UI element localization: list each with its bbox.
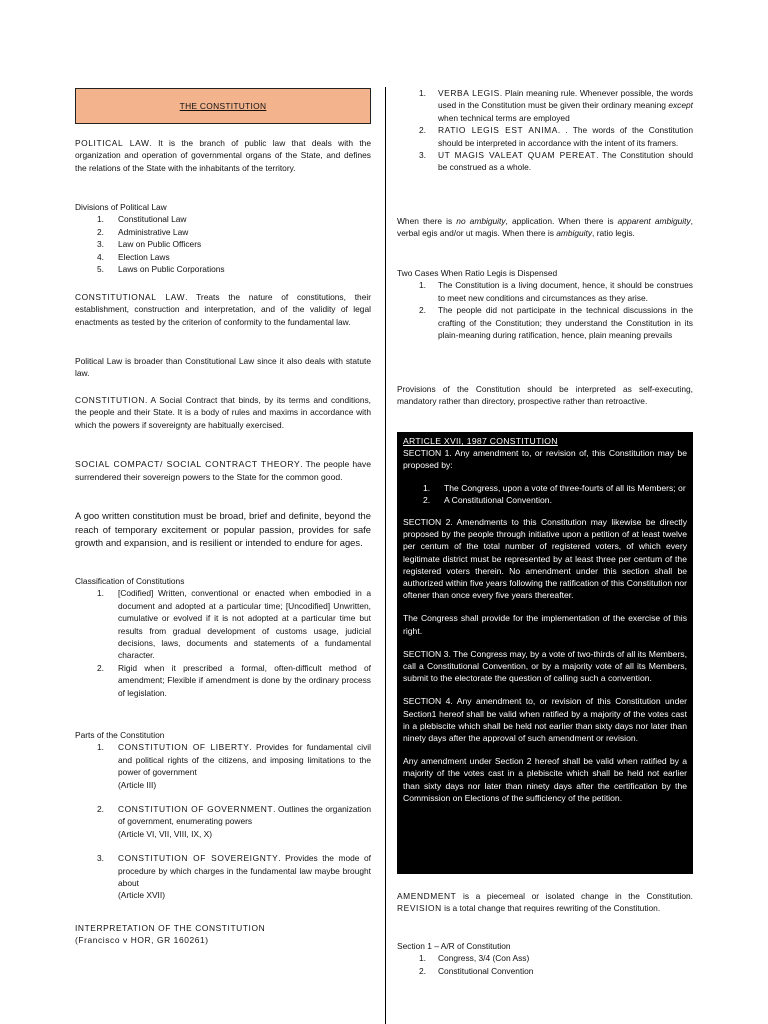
section-1-item bbox=[403, 482, 687, 494]
constitution-paragraph bbox=[75, 394, 371, 431]
section-1-item-text: A Constitutional Convention. bbox=[444, 494, 552, 505]
constitution-part-item-text: . Outlines the organization of government, enumerating powers bbox=[118, 804, 371, 827]
amendment-paragraph bbox=[397, 890, 693, 915]
constitutional-law-term: CONSTITUTIONAL LAW bbox=[75, 292, 186, 302]
section-4-text: SECTION 4. Any amendment to, or revision of this Constitution under Section1 hereof shall be valid when ratified by a majority of the votes cast in a plebiscite which shall be held not earlier than sixty days nor later than ninety days after the approval of such amendment or revision. bbox=[403, 696, 687, 744]
interpretation-rule-item bbox=[397, 124, 693, 149]
section1-heading: Section 1 – A/R of Constitution bbox=[397, 941, 511, 951]
ratio-legis-case-item-text: The Constitution is a living document, hence, it should be construes to meet new conditions and circumstances as they arise. bbox=[438, 280, 693, 303]
page-title: THE CONSTITUTION bbox=[179, 100, 267, 111]
division-item-number: 5. bbox=[97, 264, 104, 275]
ambiguity-text-a: When there is bbox=[397, 216, 457, 226]
interpretation-rule-item bbox=[397, 87, 693, 124]
amendment-method-item bbox=[397, 965, 693, 977]
revision-text: is a total change that requires rewriting of the Constitution. bbox=[441, 903, 661, 914]
ambiguity-text-d: apparent ambiguity bbox=[617, 216, 691, 226]
section-4b-text: Any amendment under Section 2 hereof shall be valid when ratified by a majority of the votes cast in a plebiscite which shall be held not earlier than sixty days nor later than ninety days after the certification by the Commission on Elections of the sufficiency of the petition. bbox=[403, 756, 687, 803]
constitution-term: CONSTITUTION bbox=[75, 395, 146, 405]
classification-item bbox=[75, 587, 371, 661]
interpretation-rule-item-number: 2. bbox=[419, 125, 426, 136]
constitution-part-item-term: CONSTITUTION OF LIBERTY bbox=[118, 742, 250, 753]
divisions-heading: Divisions of Political Law bbox=[75, 202, 167, 212]
constitution-part-item-reference: (Article VI, VII, VIII, IX, X) bbox=[118, 828, 213, 839]
division-item-text: Constitutional Law bbox=[118, 214, 187, 225]
amendment-text: is a piecemeal or isolated change in the Constitution. bbox=[456, 891, 693, 901]
constitution-part-item-number: 1. bbox=[97, 742, 104, 753]
ambiguity-text-c: , application. When there is bbox=[505, 216, 618, 226]
constitution-part-item-term: CONSTITUTION OF SOVEREIGNTY bbox=[118, 853, 279, 864]
section-1-item bbox=[403, 494, 687, 506]
political-law-term: POLITICAL LAW bbox=[75, 138, 150, 148]
interpretation-rule-item-text: . Plain meaning rule. Whenever possible, the words used in the Constitution must be given their ordinary meaning bbox=[438, 88, 693, 111]
article-heading: ARTICLE XVII, 1987 CONSTITUTION bbox=[403, 436, 558, 446]
constitution-part-item-text: . Provides the mode of procedure by which charges in the fundamental law maybe brought about bbox=[118, 853, 371, 889]
parts-list bbox=[75, 741, 371, 901]
section1-block bbox=[397, 940, 693, 977]
column-divider bbox=[385, 87, 386, 1024]
ratio-legis-case-item-number: 2. bbox=[419, 305, 426, 316]
classification-item-text: [Codified] Written, conventional or enacted when embodied in a document and adopted at a particular time; [Uncodified] Unwritten, cumulative or evolved if it is not adopted at a particular time but results from gradual development of customs usage, judicial decisions, laws, documents and statements of a fundamental character. bbox=[118, 588, 371, 661]
classification-item-number: 1. bbox=[97, 588, 104, 599]
division-item bbox=[75, 263, 371, 275]
constitutional-law-text: . Treats the nature of constitutions, their establishment, construction and interpretation, and of the validity of legal enactments as tested by the criterion of conformity to the fundamental law. bbox=[75, 292, 371, 327]
provisions-paragraph: Provisions of the Constitution should be interpreted as self-executing, mandatory rather than directory, prospective rather than retroactive. bbox=[397, 384, 693, 407]
two-cases-heading: Two Cases When Ratio Legis is Dispensed bbox=[397, 268, 558, 278]
division-item-number: 4. bbox=[97, 251, 104, 262]
division-item-number: 1. bbox=[97, 214, 104, 225]
social-compact-text: . The people have surrendered their sovereign powers to the State for the common good. bbox=[75, 459, 371, 482]
ambiguity-text-g: , ratio legis. bbox=[592, 228, 635, 239]
ratio-legis-case-item bbox=[397, 279, 693, 304]
constitution-part-item-number: 2. bbox=[97, 804, 104, 815]
constitutional-law-paragraph bbox=[75, 291, 371, 328]
interpretation-heading: INTERPRETATION OF THE CONSTITUTION bbox=[75, 923, 266, 933]
parts-block bbox=[75, 729, 371, 902]
division-item bbox=[75, 238, 371, 250]
division-item-number: 3. bbox=[97, 239, 104, 250]
division-item-number: 2. bbox=[97, 226, 104, 237]
interpretation-rule-item-term: VERBA LEGIS bbox=[438, 88, 500, 98]
division-item bbox=[75, 226, 371, 238]
ratio-legis-case-item bbox=[397, 304, 693, 341]
ambiguity-paragraph bbox=[397, 215, 693, 240]
constitution-part-item bbox=[75, 741, 371, 791]
interpretation-rule-item-term: RATIO LEGIS EST ANIMA bbox=[438, 125, 558, 136]
section-1-item-number: 1. bbox=[423, 482, 431, 493]
amendment-method-item-text: Congress, 3/4 (Con Ass) bbox=[438, 953, 530, 964]
two-cases-block bbox=[397, 267, 693, 341]
division-item-text: Administrative Law bbox=[118, 226, 189, 237]
division-item bbox=[75, 213, 371, 225]
constitution-part-item-reference: (Article III) bbox=[118, 779, 157, 790]
ambiguity-text-b: no ambiguity bbox=[456, 216, 506, 226]
ratio-legis-case-item-number: 1. bbox=[419, 280, 426, 291]
revision-term: REVISION bbox=[397, 903, 442, 914]
constitution-part-item bbox=[75, 803, 371, 840]
ambiguity-text-e: , verbal egis and/or ut magis. When there is bbox=[397, 216, 693, 239]
constitution-part-item bbox=[75, 852, 371, 902]
section-1-text: SECTION 1. Any amendment to, or revision of, this Constitution may be proposed by: bbox=[403, 448, 687, 471]
amendment-method-item-text: Constitutional Convention bbox=[438, 965, 534, 976]
classification-list bbox=[75, 587, 371, 699]
section1-list bbox=[397, 952, 693, 977]
interpretation-rule-item-number: 1. bbox=[419, 88, 426, 98]
broader-paragraph: Political Law is broader than Constitutional Law since it also deals with statute law. bbox=[75, 356, 371, 379]
classification-item-text: Rigid when it prescribed a formal, often-difficult method of amendment; Flexible if amendment is done by the ordinary process of legislation. bbox=[118, 662, 371, 698]
division-item-text: Law on Public Officers bbox=[118, 239, 202, 250]
interpretation-rule-item-term: UT MAGIS VALEAT QUAM PEREAT bbox=[438, 150, 597, 161]
political-law-paragraph bbox=[75, 137, 371, 174]
interpretation-rule-item-text: . The Constitution should be construed as a whole. bbox=[438, 150, 693, 173]
interpretation-rule-item-text: . . The words of the Constitution should be interpreted in accordance with the intent of its framers. bbox=[438, 125, 693, 148]
interpretation-block bbox=[75, 922, 371, 947]
section-3-text: SECTION 3. The Congress may, by a vote of two-thirds of all its Members, call a Constitutional Convention, or by a majority vote of all its Members, submit to the electorate the question of calling such a convention. bbox=[403, 648, 687, 684]
division-item-text: Laws on Public Corporations bbox=[118, 264, 225, 275]
interpretation-rule-item bbox=[397, 149, 693, 174]
classification-item bbox=[75, 662, 371, 699]
parts-heading: Parts of the Constitution bbox=[75, 730, 165, 740]
amendment-method-item bbox=[397, 952, 693, 964]
social-compact-term: SOCIAL COMPACT/ SOCIAL CONTRACT THEORY bbox=[75, 459, 301, 469]
constitution-text: . A Social Contract that binds, by its terms and conditions, the people and their State. It is a body of rules and maxims in accordance with which the powers if sovereignty are habitually exercised. bbox=[75, 395, 371, 430]
interpretation-rule-item-emphasis: except bbox=[668, 100, 693, 111]
constitution-part-item-number: 3. bbox=[97, 853, 104, 864]
amendment-method-item-number: 1. bbox=[419, 953, 426, 964]
interpretation-rule-item-text-b: when technical terms are employed bbox=[438, 112, 570, 123]
divisions-block bbox=[75, 201, 371, 275]
section-1-list bbox=[403, 482, 687, 506]
constitution-part-item-term: CONSTITUTION OF GOVERNMENT bbox=[118, 804, 274, 815]
division-item-text: Election Laws bbox=[118, 251, 170, 262]
congress-provide-text: The Congress shall provide for the implementation of the exercise of this right. bbox=[403, 613, 687, 636]
constitution-part-item-text: . Provides for fundamental civil and political rights of the citizens, and imposing limitations to the power of government bbox=[118, 742, 371, 778]
section-1-item-text: The Congress, upon a vote of three-fourts of all its Members; or bbox=[444, 482, 686, 493]
classification-item-number: 2. bbox=[97, 662, 104, 673]
good-constitution-paragraph: A goo written constitution must be broad, brief and definite, beyond the reach of temporary excitement or popular passion, provides for safe growth and expansion, and is resilient or intended to endure for ages. bbox=[75, 510, 371, 549]
amendment-method-item-number: 2. bbox=[419, 965, 426, 976]
ambiguity-text-f: ambiguity bbox=[556, 228, 593, 239]
political-law-text: . It is the branch of public law that deals with the organization and operation of governmental organs of the State, and defines the relations of the State with the inhabitants of the territory. bbox=[75, 138, 371, 173]
section-2-text: SECTION 2. Amendments to this Constitution may likewise be directly proposed by the people through initiative upon a petition of at least twelve per centum of the total number of registered voters, of which every legitimate district must be represented by at least three per centum of the registered voters therein. No amendment under this section shall be authorized within five years following the ratification of this Constitution nor oftener than once every five years thereafter. bbox=[403, 517, 687, 601]
divisions-list bbox=[75, 213, 371, 275]
constitution-part-item-reference: (Article XVII) bbox=[118, 890, 165, 901]
interpretation-rule-item-number: 3. bbox=[419, 150, 426, 161]
classification-block bbox=[75, 575, 371, 699]
interpretation-case: (Francisco v HOR, GR 160261) bbox=[75, 935, 209, 946]
two-cases-list bbox=[397, 279, 693, 341]
amendment-term: AMENDMENT bbox=[397, 891, 457, 901]
article-xvii-box bbox=[397, 432, 693, 874]
title-box bbox=[75, 88, 371, 124]
classification-heading: Classification of Constitutions bbox=[75, 576, 185, 586]
ratio-legis-case-item-text: The people did not participate in the technical discussions in the crafting of the Constitution; they understand the Constitution in its plain-meaning during ratification, hence, plain meaning prevails bbox=[438, 305, 693, 341]
division-item bbox=[75, 251, 371, 263]
section-1-item-number: 2. bbox=[423, 494, 431, 505]
interpretation-rules-list bbox=[397, 87, 693, 174]
social-compact-paragraph bbox=[75, 458, 371, 484]
